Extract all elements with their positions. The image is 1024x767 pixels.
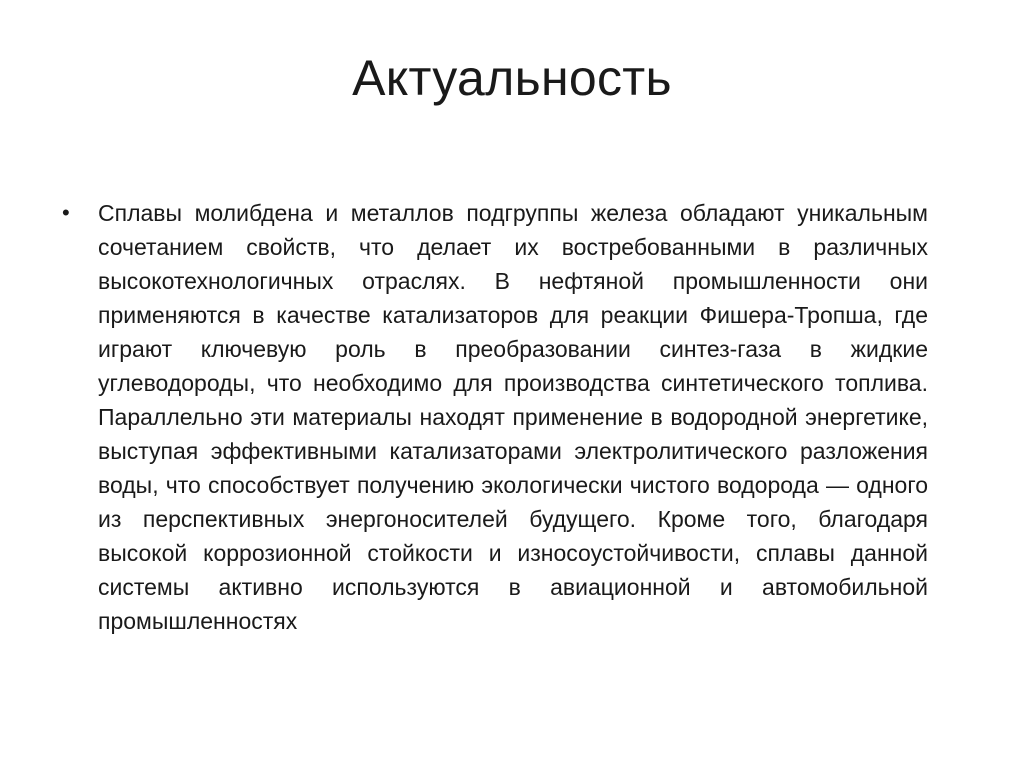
bullet-icon: •: [62, 200, 70, 225]
bullet-item: [62, 196, 936, 638]
slide-title: Актуальность: [352, 50, 672, 106]
bullet-text: Сплавы молибдена и металлов подгруппы железа обладают уникальным сочетанием свойств, что делает их востребованными в различных высокотехнологичных отраслях. В нефтяной промышленности они применяются в качестве катализаторов для реакции Фишера-Тропша, где играют ключевую роль в преобразовании синтез-газа в жидкие углеводороды, что необходимо для производства синтетического топлива. Параллельно эти материалы находят применение в водородной энергетике, выступая эффективными катализаторами электролитического разложения воды, что способствует получению экологически чистого водорода — одного из перспективных энергоносителей будущего. Кроме того, благодаря высокой коррозионной стойкости и износоустойчивости, сплавы данной системы активно используются в авиационной и автомобильной промышленностях: [98, 200, 928, 634]
slide-content: [62, 196, 936, 638]
